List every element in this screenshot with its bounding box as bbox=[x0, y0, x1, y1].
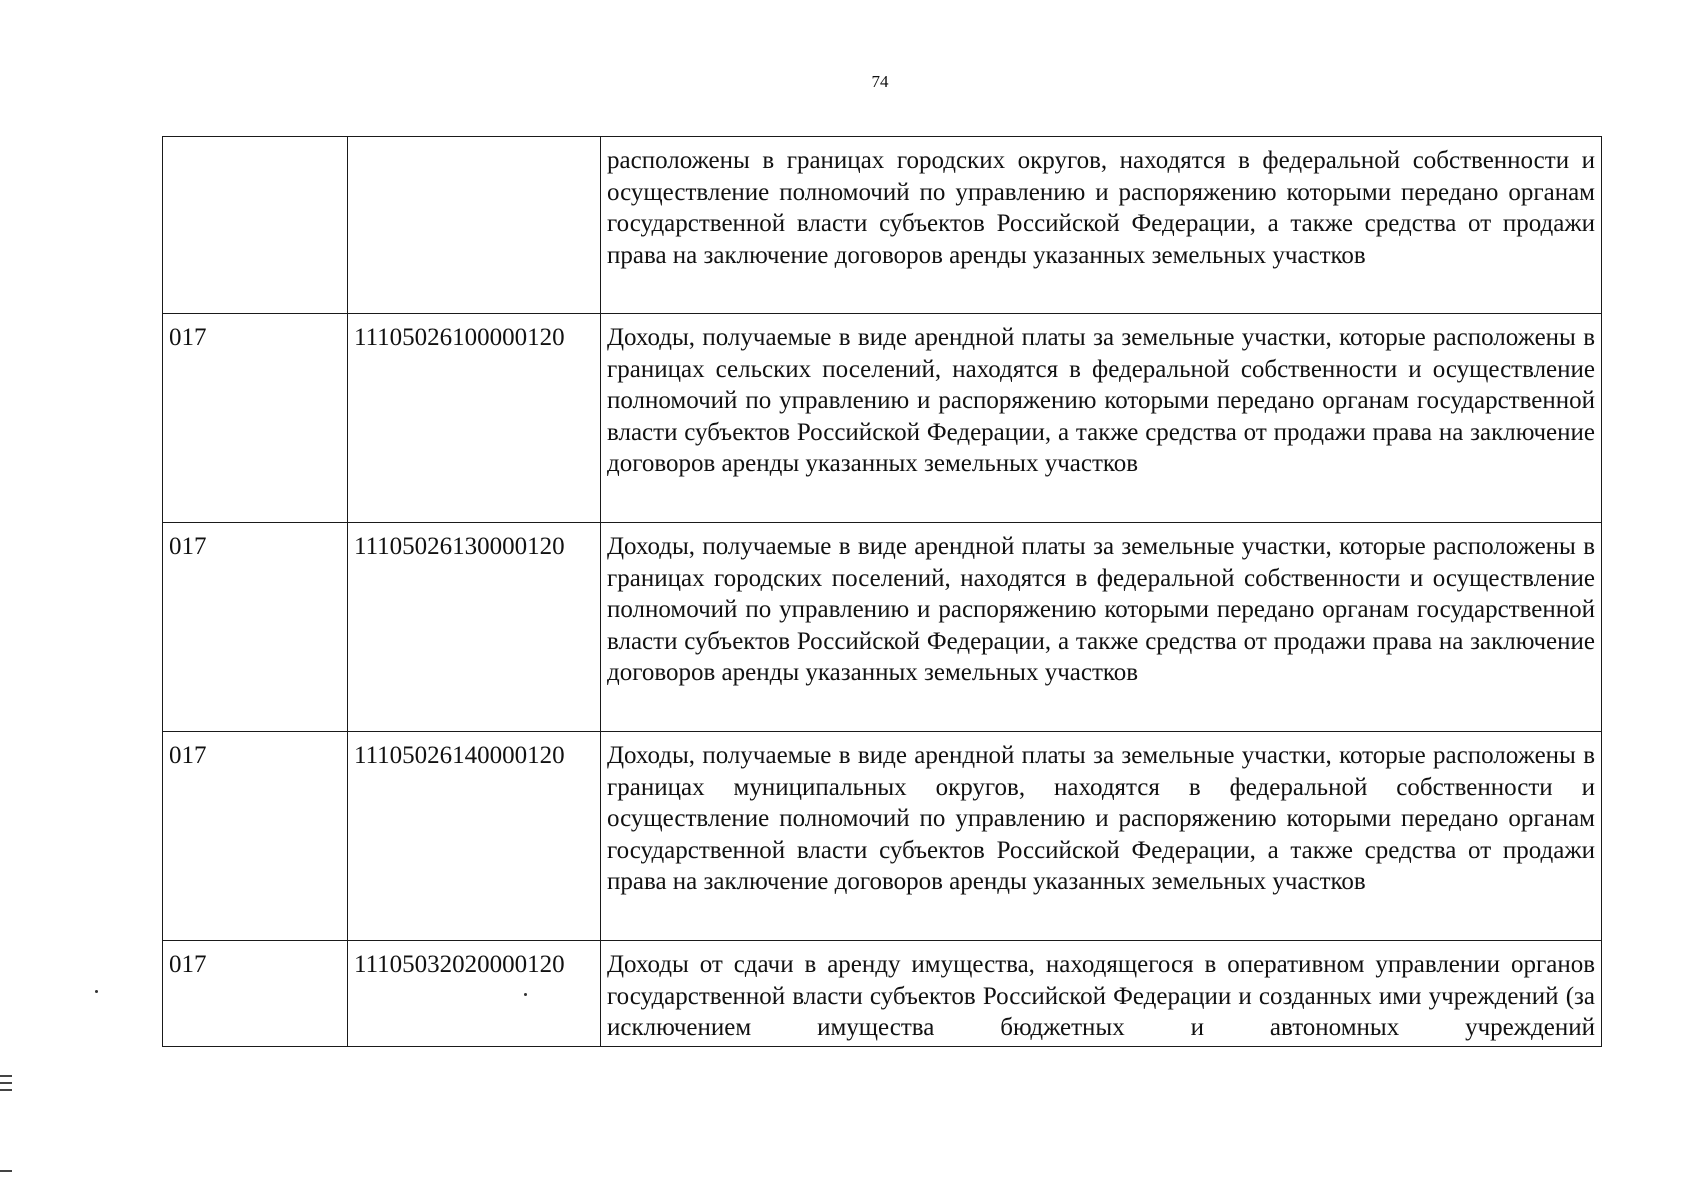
margin-mark bbox=[0, 1082, 12, 1084]
description-cell: Доходы, получаемые в виде арендной платы за земельные участки, которые расположены в границах муниципальных округов, находятся в федеральной собственности и осуществление полномочий по управлению и распоряжению которыми передано органам государственной власти субъектов Российской Федерации, а также средства от продажи права на заключение договоров аренды указанных земельных участков bbox=[601, 732, 1602, 941]
description-cell: Доходы, получаемые в виде арендной платы за земельные участки, которые расположены в границах городских поселений, находятся в федеральной собственности и осуществление полномочий по управлению и распоряжению которыми передано органам государственной власти субъектов Российской Федерации, а также средства от продажи права на заключение договоров аренды указанных земельных участков bbox=[601, 523, 1602, 732]
description-cell: Доходы от сдачи в аренду имущества, находящегося в оперативном управлении органов государственной власти субъектов Российской Федерации и созданных ими учреждений (за исключением имущества бюджетных и автономных учреждений bbox=[601, 941, 1602, 1047]
admin-code-cell: 017 bbox=[163, 941, 348, 1047]
page-number: 74 bbox=[871, 72, 889, 91]
budget-code-cell: 11105026130000120 bbox=[348, 523, 601, 732]
table-row bbox=[163, 137, 1602, 314]
budget-code-cell: 11105026140000120 bbox=[348, 732, 601, 941]
table-row bbox=[163, 523, 1602, 732]
description-cell: расположены в границах городских округов, находятся в федеральной собственности и осуществление полномочий по управлению и распоряжению которыми передано органам государственной власти субъектов Российской Федерации, а также средства от продажи права на заключение договоров аренды указанных земельных участков bbox=[601, 137, 1602, 314]
description-cell: Доходы, получаемые в виде арендной платы за земельные участки, которые расположены в границах сельских поселений, находятся в федеральной собственности и осуществление полномочий по управлению и распоряжению которыми передано органам государственной власти субъектов Российской Федерации, а также средства от продажи права на заключение договоров аренды указанных земельных участков bbox=[601, 314, 1602, 523]
margin-mark bbox=[0, 1075, 12, 1077]
budget-code-cell: 11105026100000120 bbox=[348, 314, 601, 523]
margin-mark bbox=[0, 1089, 12, 1091]
table-row bbox=[163, 314, 1602, 523]
scan-speck bbox=[95, 990, 98, 993]
table-row bbox=[163, 732, 1602, 941]
margin-mark bbox=[0, 1170, 12, 1172]
scan-speck bbox=[524, 993, 527, 996]
revenue-codes-table bbox=[162, 136, 1602, 1047]
admin-code-cell: 017 bbox=[163, 314, 348, 523]
admin-code-cell bbox=[163, 137, 348, 314]
budget-code-cell: 11105032020000120 bbox=[348, 941, 601, 1047]
admin-code-cell: 017 bbox=[163, 523, 348, 732]
admin-code-cell: 017 bbox=[163, 732, 348, 941]
budget-code-cell bbox=[348, 137, 601, 314]
table-row bbox=[163, 941, 1602, 1047]
